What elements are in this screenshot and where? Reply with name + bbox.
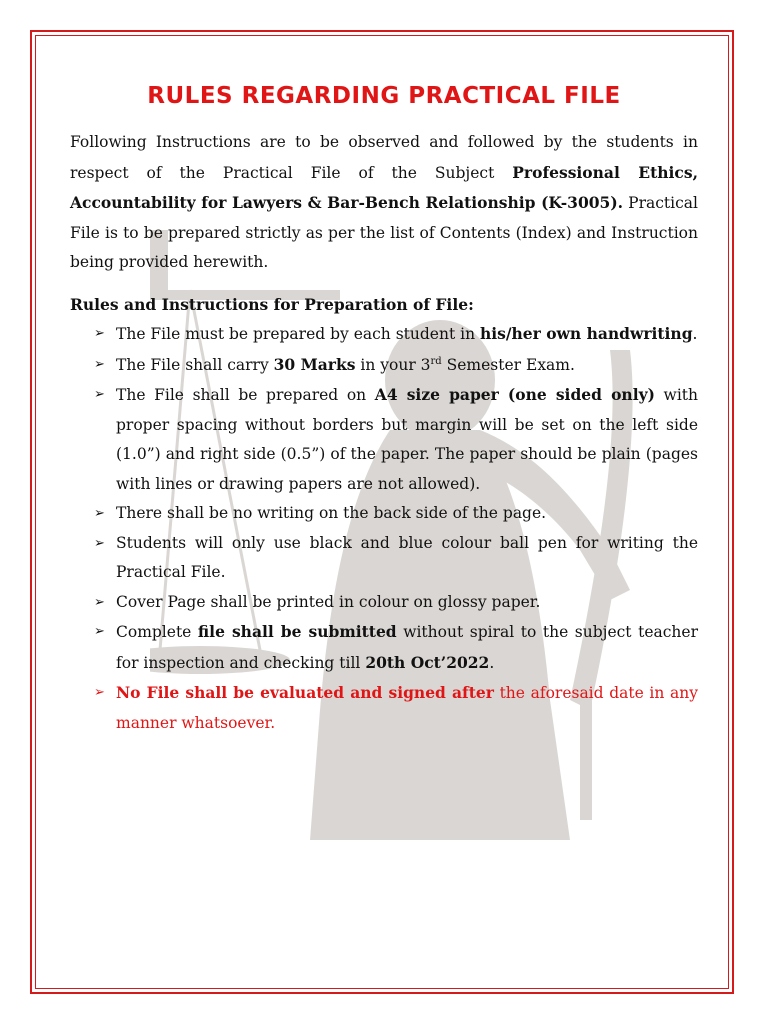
warning-list-item	[70, 678, 698, 738]
arrow-bullet-icon: ➢	[94, 594, 105, 610]
rule-emphasis: file shall be submitted	[197, 622, 397, 641]
arrow-bullet-icon: ➢	[94, 624, 105, 639]
arrow-bullet-icon: ➢	[94, 506, 105, 521]
list-item	[70, 588, 698, 618]
ordinal-suffix: rd	[430, 355, 442, 367]
rule-text: The File must be prepared by each student in	[116, 325, 480, 343]
list-item	[70, 319, 698, 350]
list-item	[70, 617, 698, 678]
subject-name: Professional Ethics, Accountability for Lawyers & Bar-Bench Relationship (K-3005).	[70, 162, 698, 212]
rule-text: Cover Page shall be printed in colour on glossy paper.	[116, 592, 541, 611]
arrow-bullet-icon: ➢	[94, 535, 105, 551]
list-item	[70, 529, 698, 588]
arrow-bullet-icon: ➢	[94, 685, 105, 700]
rule-text: Semester Exam.	[441, 355, 575, 374]
rule-emphasis: 30 Marks	[273, 354, 356, 374]
document-body	[70, 80, 698, 738]
rule-text: There shall be no writing on the back side of the page.	[116, 504, 547, 522]
rules-heading-suffix: :	[468, 294, 474, 314]
rule-text: Complete	[116, 623, 198, 641]
warning-emphasis: No File shall be evaluated and signed after	[116, 683, 494, 702]
list-item	[70, 350, 698, 381]
rule-text: .	[489, 653, 495, 672]
submission-deadline: 20th Oct’2022	[365, 652, 490, 672]
rule-text: .	[692, 325, 698, 343]
warning-text: the aforesaid date in any manner whatsoever.	[116, 684, 698, 732]
intro-text-2: Practical File is to be prepared strictly as per the list of Contents (Index) and Instruction being provided herewith.	[70, 194, 698, 271]
list-item	[70, 499, 698, 529]
intro-text-1: Following Instructions are to be observed and followed by the students in respect of the Practical File of the Subject	[70, 133, 698, 182]
rule-text: with proper spacing without borders but margin will be set on the left side (1.0”) and right side (0.5”) of the paper. The paper should be plain (pages with lines or drawing papers are not allowed).	[116, 386, 698, 493]
rule-emphasis: his/her own handwriting	[479, 324, 693, 343]
intro-paragraph	[70, 128, 698, 278]
rules-list	[70, 319, 698, 738]
rule-text: without spiral to the subject teacher for inspection and checking till	[116, 623, 698, 672]
arrow-bullet-icon: ➢	[94, 326, 105, 341]
page-title: RULES REGARDING PRACTICAL FILE	[147, 83, 621, 109]
rules-heading-text: Rules and Instructions for Preparation of File	[70, 294, 469, 314]
rule-text: The File shall carry	[116, 355, 274, 374]
rule-emphasis: A4 size paper (one sided only)	[374, 385, 655, 404]
rule-text: in your 3	[355, 355, 431, 374]
arrow-bullet-icon: ➢	[94, 356, 105, 372]
list-item	[70, 380, 698, 499]
rules-heading	[70, 290, 698, 320]
rule-text: The File shall be prepared on	[116, 386, 375, 404]
arrow-bullet-icon: ➢	[94, 387, 105, 402]
rule-text: Students will only use black and blue colour ball pen for writing the Practical File.	[116, 533, 698, 581]
